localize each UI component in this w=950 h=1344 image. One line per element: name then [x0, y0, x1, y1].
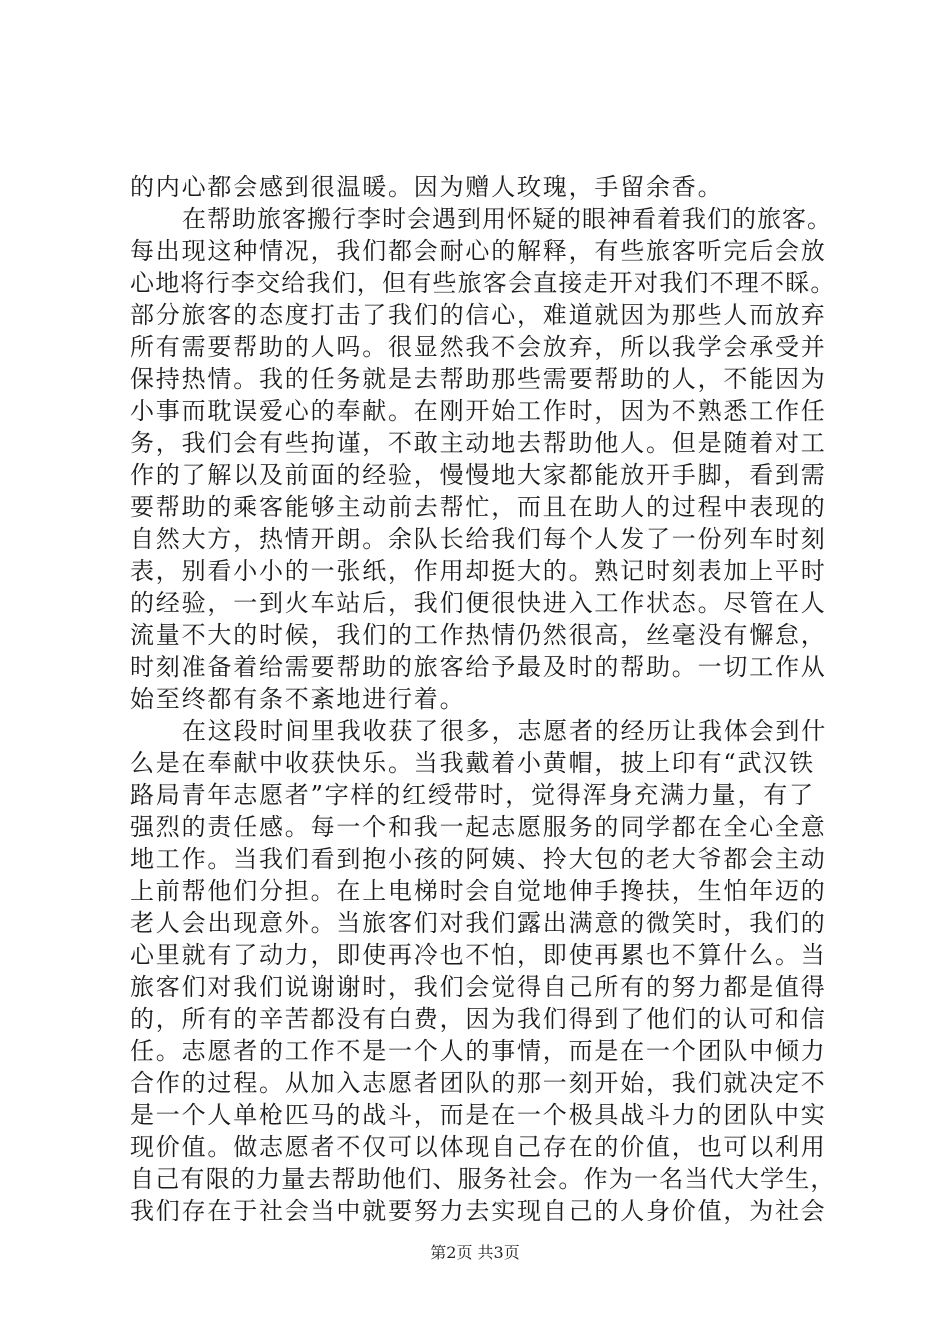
text-line: 心里就有了动力，即使再冷也不怕，即使再累也不算什么。当 — [130, 941, 827, 969]
text-line: 每出现这种情况，我们都会耐心的解释，有些旅客听完后会放 — [130, 237, 827, 265]
text-line: 我们存在于社会当中就要努力去实现自己的人身价值，为社会 — [130, 1197, 827, 1225]
text-line: 小事而耽误爱心的奉献。在刚开始工作时，因为不熟悉工作任 — [130, 397, 827, 425]
text-line: 任。志愿者的工作不是一个人的事情，而是在一个团队中倾力 — [130, 1037, 827, 1065]
text-line: 自己有限的力量去帮助他们、服务社会。作为一名当代大学生， — [130, 1165, 836, 1193]
text-line: 地工作。当我们看到抱小孩的阿姨、拎大包的老大爷都会主动 — [130, 845, 827, 873]
text-line: 务，我们会有些拘谨，不敢主动地去帮助他人。但是随着对工 — [130, 429, 827, 457]
text-line: 现价值。做志愿者不仅可以体现自己存在的价值，也可以利用 — [130, 1133, 827, 1161]
text-line: 旅客们对我们说谢谢时，我们会觉得自己所有的努力都是值得 — [130, 973, 827, 1001]
text-line: 保持热情。我的任务就是去帮助那些需要帮助的人，不能因为 — [130, 365, 827, 393]
text-line: 合作的过程。从加入志愿者团队的那一刻开始，我们就决定不 — [130, 1069, 827, 1097]
text-line: 是一个人单枪匹马的战斗，而是在一个极具战斗力的团队中实 — [130, 1101, 827, 1129]
text-line: 作的了解以及前面的经验，慢慢地大家都能放开手脚，看到需 — [130, 461, 827, 489]
text-line: 心地将行李交给我们，但有些旅客会直接走开对我们不理不睬。 — [130, 269, 836, 297]
text-line: 部分旅客的态度打击了我们的信心，难道就因为那些人而放弃 — [130, 301, 827, 329]
text-line: 的内心都会感到很温暖。因为赠人玫瑰，手留余香。 — [130, 173, 724, 201]
text-line: 自然大方，热情开朗。余队长给我们每个人发了一份列车时刻 — [130, 525, 827, 553]
text-line: 么是在奉献中收获快乐。当我戴着小黄帽，披上印有“武汉铁 — [130, 749, 815, 777]
text-line: 上前帮他们分担。在上电梯时会自觉地伸手搀扶，生怕年迈的 — [130, 877, 827, 905]
text-line: 强烈的责任感。每一个和我一起志愿服务的同学都在全心全意 — [130, 813, 827, 841]
text-line: 的经验，一到火车站后，我们便很快进入工作状态。尽管在人 — [130, 589, 827, 617]
page-number-footer: 第2页 共3页 — [430, 1243, 520, 1262]
paragraph-start-line: 在帮助旅客搬行李时会遇到用怀疑的眼神看着我们的旅客。 — [182, 205, 832, 233]
text-line: 表，别看小小的一张纸，作用却挺大的。熟记时刻表加上平时 — [130, 557, 827, 585]
text-line: 要帮助的乘客能够主动前去帮忙，而且在助人的过程中表现的 — [130, 493, 827, 521]
text-line: 始至终都有条不紊地进行着。 — [130, 685, 466, 713]
text-line: 路局青年志愿者”字样的红绶带时，觉得浑身充满力量，有了 — [130, 781, 815, 809]
text-line: 的，所有的辛苦都没有白费，因为我们得到了他们的认可和信 — [130, 1005, 827, 1033]
text-line: 老人会出现意外。当旅客们对我们露出满意的微笑时，我们的 — [130, 909, 827, 937]
text-line: 所有需要帮助的人吗。很显然我不会放弃，所以我学会承受并 — [130, 333, 827, 361]
text-line: 流量不大的时候，我们的工作热情仍然很高，丝毫没有懈怠， — [130, 621, 827, 649]
paragraph-start-line: 在这段时间里我收获了很多，志愿者的经历让我体会到什 — [182, 717, 827, 745]
text-line: 时刻准备着给需要帮助的旅客给予最及时的帮助。一切工作从 — [130, 653, 827, 681]
